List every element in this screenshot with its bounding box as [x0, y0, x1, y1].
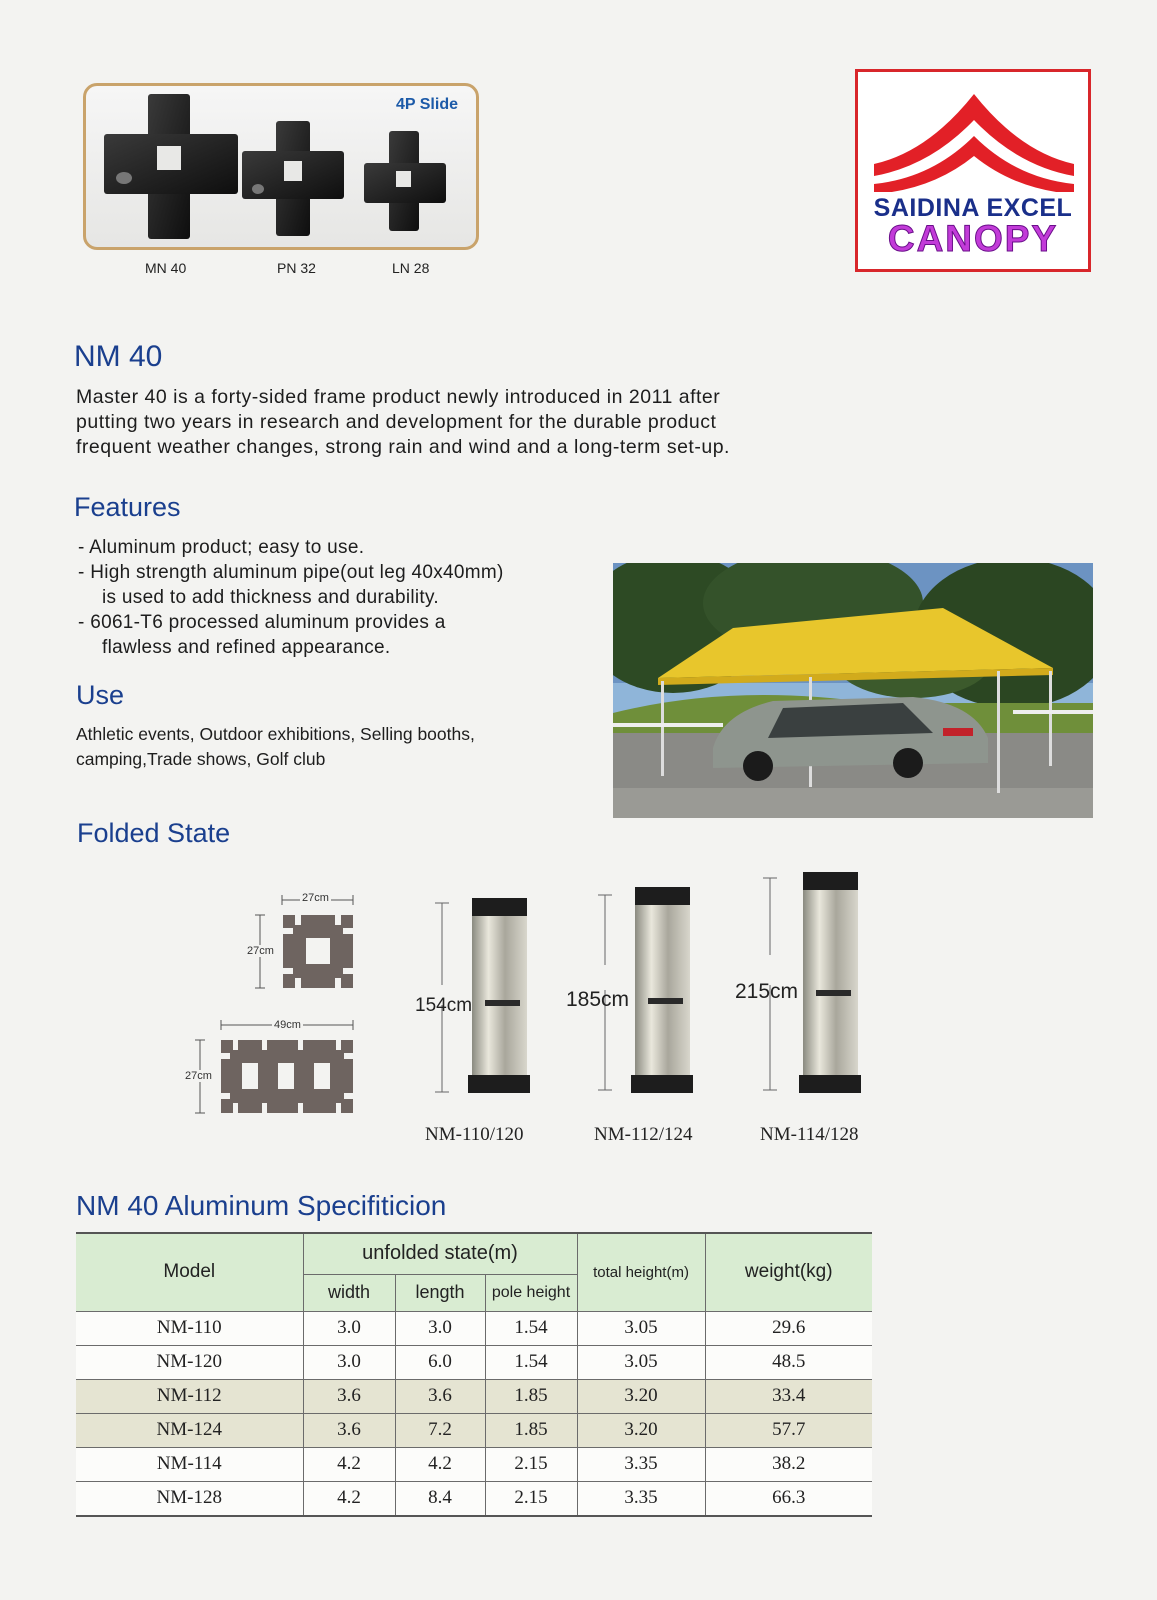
cell-length: 7.2	[395, 1413, 485, 1447]
connector-photo	[83, 83, 479, 250]
dim-top-width: 27cm	[302, 892, 329, 904]
col-header-width: width	[303, 1274, 395, 1311]
canopy-roof-icon	[858, 72, 1088, 192]
cell-width: 3.6	[303, 1379, 395, 1413]
cell-weight: 38.2	[705, 1447, 872, 1481]
folded-plan-small	[250, 890, 360, 990]
company-logo	[855, 69, 1091, 272]
cell-model: NM-114	[76, 1447, 303, 1481]
folded-frames-illustration	[420, 860, 890, 1120]
cell-model: NM-112	[76, 1379, 303, 1413]
logo-line2: CANOPY	[887, 218, 1059, 259]
cell-total-height: 3.20	[577, 1379, 705, 1413]
cell-total-height: 3.05	[577, 1345, 705, 1379]
feature-line: - 6061-T6 processed aluminum provides a	[78, 612, 446, 633]
frame-model-1: NM-110/120	[425, 1124, 524, 1145]
spec-table	[76, 1232, 872, 1517]
col-header-total-height: total height(m)	[577, 1233, 705, 1311]
cell-total-height: 3.35	[577, 1481, 705, 1516]
cell-width: 3.6	[303, 1413, 395, 1447]
cell-width: 3.0	[303, 1345, 395, 1379]
cell-total-height: 3.35	[577, 1447, 705, 1481]
feature-line: - High strength aluminum pipe(out leg 40x40mm)	[78, 562, 504, 583]
cell-model: NM-110	[76, 1311, 303, 1345]
cell-weight: 66.3	[705, 1481, 872, 1516]
cell-pole-height: 1.54	[485, 1345, 577, 1379]
cell-model: NM-120	[76, 1345, 303, 1379]
cell-weight: 33.4	[705, 1379, 872, 1413]
feature-line: flawless and refined appearance.	[102, 637, 391, 658]
feature-line: is used to add thickness and durability.	[102, 587, 439, 608]
frame-model-2: NM-112/124	[594, 1124, 693, 1145]
cell-model: NM-128	[76, 1481, 303, 1516]
cell-weight: 48.5	[705, 1345, 872, 1379]
cell-weight: 29.6	[705, 1311, 872, 1345]
cell-length: 4.2	[395, 1447, 485, 1481]
table-row	[76, 1447, 872, 1481]
table-row	[76, 1345, 872, 1379]
logo-line1: SAIDINA EXCEL	[873, 194, 1073, 222]
feature-line: - Aluminum product; easy to use.	[78, 537, 365, 558]
cell-pole-height: 1.85	[485, 1413, 577, 1447]
cell-length: 3.0	[395, 1311, 485, 1345]
connector-label-ln28: LN 28	[392, 260, 430, 276]
cell-width: 3.0	[303, 1311, 395, 1345]
dim-top-height: 27cm	[247, 945, 274, 957]
slide-badge: 4P Slide	[396, 96, 458, 113]
frame-height-3: 215cm	[735, 980, 799, 1003]
cell-model: NM-124	[76, 1413, 303, 1447]
intro-line: frequent weather changes, strong rain and wind and a long-term set-up.	[76, 436, 730, 458]
use-text	[76, 722, 596, 772]
cell-total-height: 3.05	[577, 1311, 705, 1345]
spec-heading: NM 40 Aluminum Specifiticion	[76, 1190, 447, 1221]
connector-label-mn40: MN 40	[145, 260, 187, 276]
cell-length: 3.6	[395, 1379, 485, 1413]
cell-width: 4.2	[303, 1447, 395, 1481]
use-heading: Use	[76, 680, 125, 710]
col-header-pole-height: pole height	[485, 1274, 577, 1311]
frame-height-2: 185cm	[566, 988, 630, 1011]
cell-length: 6.0	[395, 1345, 485, 1379]
intro-line: Master 40 is a forty-sided frame product newly introduced in 2011 after	[76, 386, 721, 408]
cell-pole-height: 2.15	[485, 1447, 577, 1481]
col-header-unfolded: unfolded state(m)	[303, 1233, 577, 1274]
frame-height-1: 154cm	[415, 995, 473, 1016]
cell-total-height: 3.20	[577, 1413, 705, 1447]
col-header-model: Model	[76, 1233, 303, 1311]
table-row	[76, 1413, 872, 1447]
cell-pole-height: 1.54	[485, 1311, 577, 1345]
table-row	[76, 1379, 872, 1413]
dim-bottom-height: 27cm	[185, 1070, 212, 1082]
dim-bottom-width: 49cm	[274, 1019, 301, 1031]
cell-weight: 57.7	[705, 1413, 872, 1447]
col-header-weight: weight(kg)	[705, 1233, 872, 1311]
folded-heading: Folded State	[77, 818, 231, 848]
use-line: Athletic events, Outdoor exhibitions, Selling booths,	[76, 724, 475, 744]
features-heading: Features	[74, 492, 181, 522]
frame-model-3: NM-114/128	[760, 1124, 859, 1145]
cell-width: 4.2	[303, 1481, 395, 1516]
cell-pole-height: 1.85	[485, 1379, 577, 1413]
table-row	[76, 1311, 872, 1345]
product-intro	[76, 385, 876, 460]
intro-line: putting two years in research and development for the durable product	[76, 411, 717, 433]
table-row	[76, 1481, 872, 1516]
connector-label-pn32: PN 32	[277, 260, 316, 276]
product-title: NM 40	[74, 340, 163, 373]
col-header-length: length	[395, 1274, 485, 1311]
use-line: camping,Trade shows, Golf club	[76, 749, 326, 769]
cell-length: 8.4	[395, 1481, 485, 1516]
features-list	[78, 535, 504, 660]
cell-pole-height: 2.15	[485, 1481, 577, 1516]
canopy-photo	[613, 563, 1093, 818]
